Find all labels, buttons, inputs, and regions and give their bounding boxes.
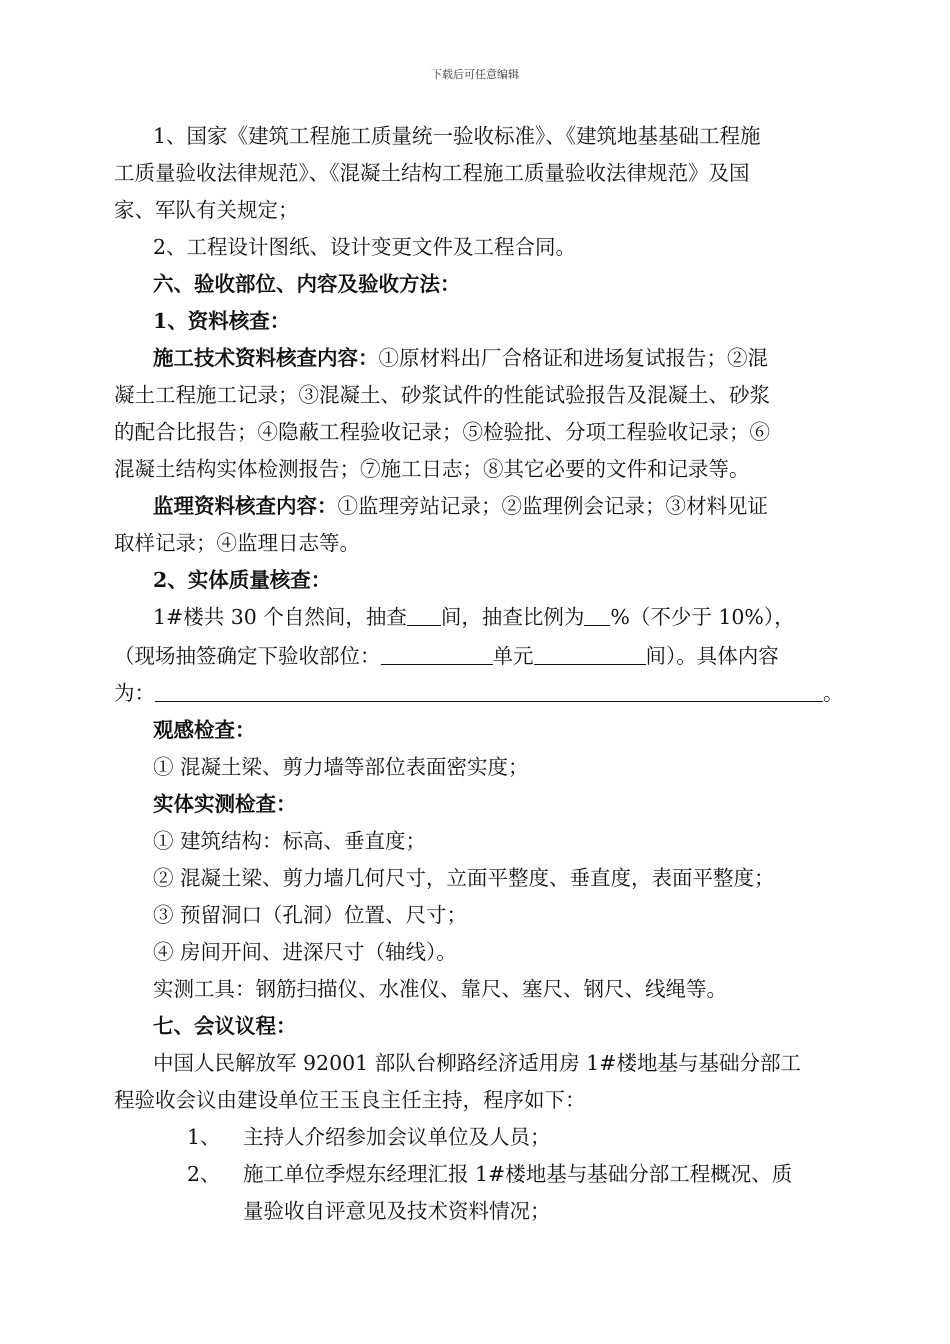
sampling3-text-b: 。	[823, 681, 844, 705]
sampling-text-b: 间，抽查比例为	[440, 605, 585, 629]
construction-docs-line-3: 的配合比报告；④隐蔽工程验收记录；⑤检验批、分项工程验收记录；⑥	[114, 420, 770, 444]
supervision-docs-label: 监理资料核查内容：	[153, 494, 338, 518]
meeting-intro-line-2: 程验收会议由建设单位王玉良主任主持，程序如下：	[114, 1088, 586, 1112]
supervision-docs-line-2: 取样记录；④监理日志等。	[114, 531, 360, 555]
section-7-title: 七、会议议程：	[153, 1014, 297, 1038]
construction-docs-line-4: 混凝土结构实体检测报告；⑦施工日志；⑧其它必要的文件和记录等。	[114, 457, 750, 481]
measure-check-item-1: ① 建筑结构：标高、垂直度；	[153, 829, 427, 853]
sampling2-text-a: （现场抽签确定下验收部位：	[114, 644, 381, 668]
agenda-1-text: 主持人介绍参加会议单位及人员；	[243, 1125, 551, 1149]
unit-blank[interactable]	[381, 646, 493, 665]
basis-item-2: 2、工程设计图纸、设计变更文件及工程合同。	[153, 235, 577, 259]
basis-item-1-line-2: 工质量验收法律规范》、《混凝土结构工程施工质量验收法律规范》及国	[114, 161, 750, 185]
agenda-1-number: 1、	[187, 1125, 221, 1149]
sampling-text-c: %（不少于 10%），	[610, 605, 795, 629]
agenda-2-text-line-1: 施工单位季煜东经理汇报 1#楼地基与基础分部工程概况、质	[243, 1162, 793, 1186]
page-header: 下载后可任意编辑	[431, 68, 519, 81]
ratio-blank[interactable]	[584, 607, 610, 626]
agenda-2-text-line-2: 量验收自评意见及技术资料情况；	[243, 1199, 551, 1223]
construction-docs-text: ①原材料出厂合格证和进场复试报告；②混	[378, 346, 768, 370]
sampling3-text-a: 为：	[114, 681, 155, 705]
rooms-checked-blank[interactable]	[407, 607, 441, 626]
agenda-2-number: 2、	[187, 1162, 221, 1186]
supervision-docs-line-1	[153, 494, 836, 518]
sampling-line-3	[114, 681, 844, 705]
sampling2-text-b: 单元	[492, 644, 534, 668]
construction-docs-label: 施工技术资料核查内容：	[153, 346, 379, 370]
sampling2-text-c: 间）。具体内容	[645, 644, 779, 668]
sampling-text-a: 1#楼共 30 个自然间，抽查	[153, 605, 407, 629]
room-blank[interactable]	[534, 646, 646, 665]
supervision-docs-text: ①监理旁站记录；②监理例会记录；③材料见证	[337, 494, 768, 518]
visual-check-item-1: ① 混凝土梁、剪力墙等部位表面密实度；	[153, 755, 529, 779]
basis-item-1-line-3: 家、军队有关规定；	[114, 198, 299, 222]
measure-check-item-2: ② 混凝土梁、剪力墙几何尺寸，立面平整度、垂直度，表面平整度；	[153, 866, 775, 890]
section-6-sub-2: 2、实体质量核查：	[153, 568, 332, 592]
basis-item-1-line-1: 1、国家《建筑工程施工质量统一验收标准》、《建筑地基基础工程施	[153, 124, 761, 148]
measure-check-title: 实体实测检查：	[153, 792, 297, 816]
content-blank[interactable]	[155, 683, 823, 702]
sampling-line-1	[153, 605, 836, 629]
construction-docs-line-2: 凝土工程施工记录；③混凝土、砂浆试件的性能试验报告及混凝土、砂浆	[114, 383, 770, 407]
measure-tools: 实测工具：钢筋扫描仪、水准仪、靠尺、塞尺、钢尺、线绳等。	[153, 977, 727, 1001]
visual-check-title: 观感检查：	[153, 718, 256, 742]
meeting-intro-line-1: 中国人民解放军 92001 部队台柳路经济适用房 1#楼地基与基础分部工	[153, 1051, 801, 1075]
section-6-title: 六、验收部位、内容及验收方法：	[153, 272, 461, 296]
measure-check-item-3: ③ 预留洞口（孔洞）位置、尺寸；	[153, 903, 468, 927]
sampling-line-2	[114, 644, 836, 668]
section-6-sub-1: 1、资料核查：	[153, 309, 291, 333]
measure-check-item-4: ④ 房间开间、进深尺寸（轴线）。	[153, 940, 457, 964]
construction-docs-line-1	[153, 346, 836, 370]
